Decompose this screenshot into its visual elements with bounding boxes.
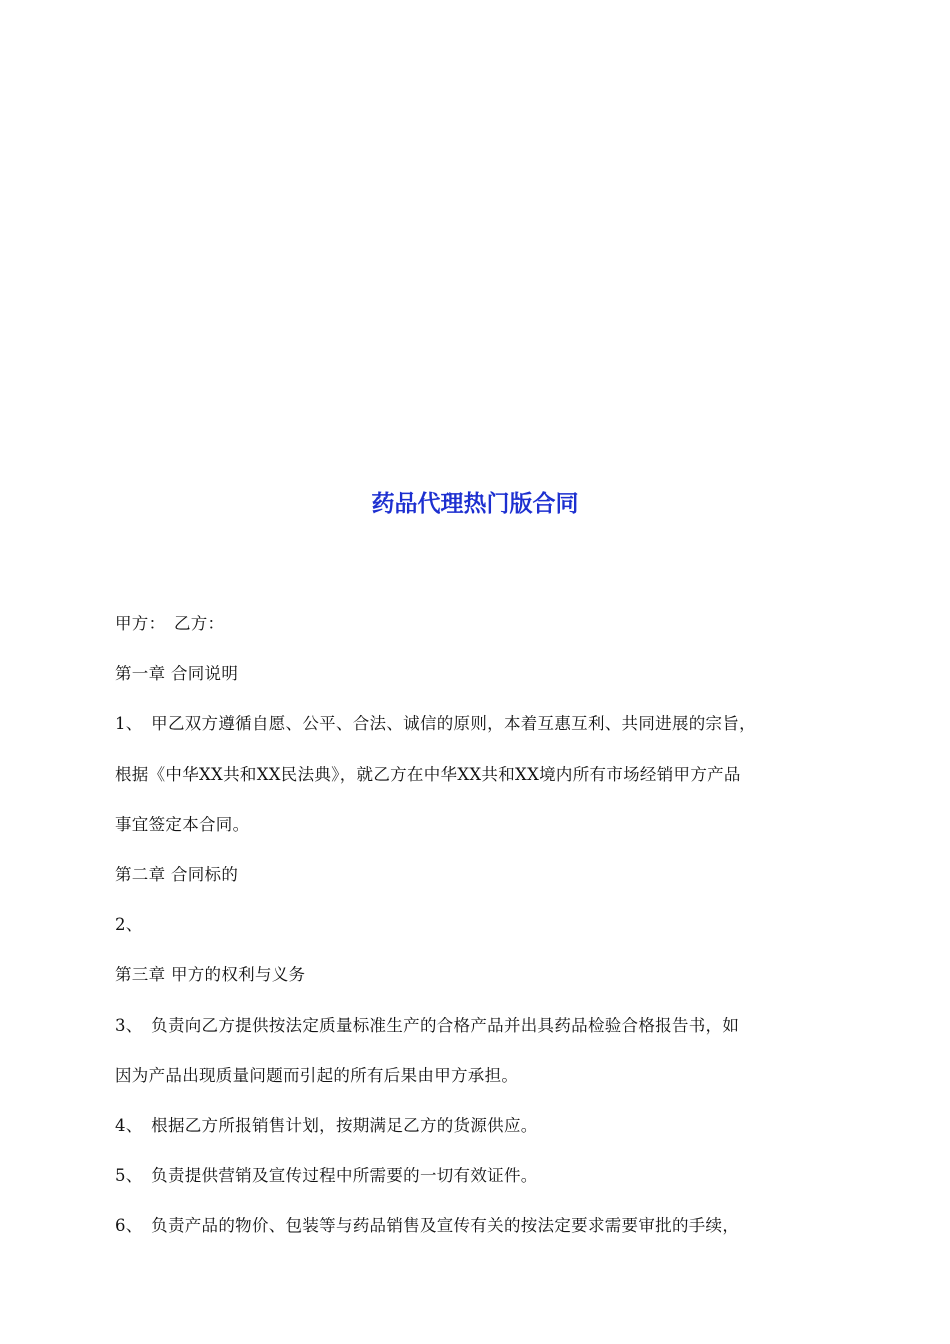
clause-line: 1、 甲乙双方遵循自愿、公平、合法、诚信的原则，本着互惠互利、共同进展的宗旨， <box>115 714 756 734</box>
clause-line: 4、 根据乙方所报销售计划，按期满足乙方的货源供应。 <box>115 1115 538 1135</box>
chapter-heading: 第三章 甲方的权利与义务 <box>115 965 306 985</box>
clause-line: 根据《中华XX共和XX民法典》，就乙方在中华XX共和XX境内所有市场经销甲方产品 <box>115 764 741 784</box>
clause-line: 6、 负责产品的物价、包装等与药品销售及宣传有关的按法定要求需要审批的手续， <box>115 1216 740 1236</box>
document-title: 药品代理热门版合同 <box>371 491 579 517</box>
clause-line: 5、 负责提供营销及宣传过程中所需要的一切有效证件。 <box>115 1166 538 1186</box>
clause-line: 2、 <box>115 915 143 935</box>
clause-line: 3、 负责向乙方提供按法定质量标准生产的合格产品并出具药品检验合格报告书，如 <box>115 1015 740 1035</box>
party-line: 甲方： 乙方： <box>115 614 225 633</box>
document-body <box>115 599 845 1251</box>
clause-line: 事宜签定本合同。 <box>115 814 250 834</box>
chapter-heading: 第一章 合同说明 <box>115 664 239 684</box>
clause-line: 因为产品出现质量问题而引起的所有后果由甲方承担。 <box>115 1065 519 1085</box>
chapter-heading: 第二章 合同标的 <box>115 864 239 884</box>
